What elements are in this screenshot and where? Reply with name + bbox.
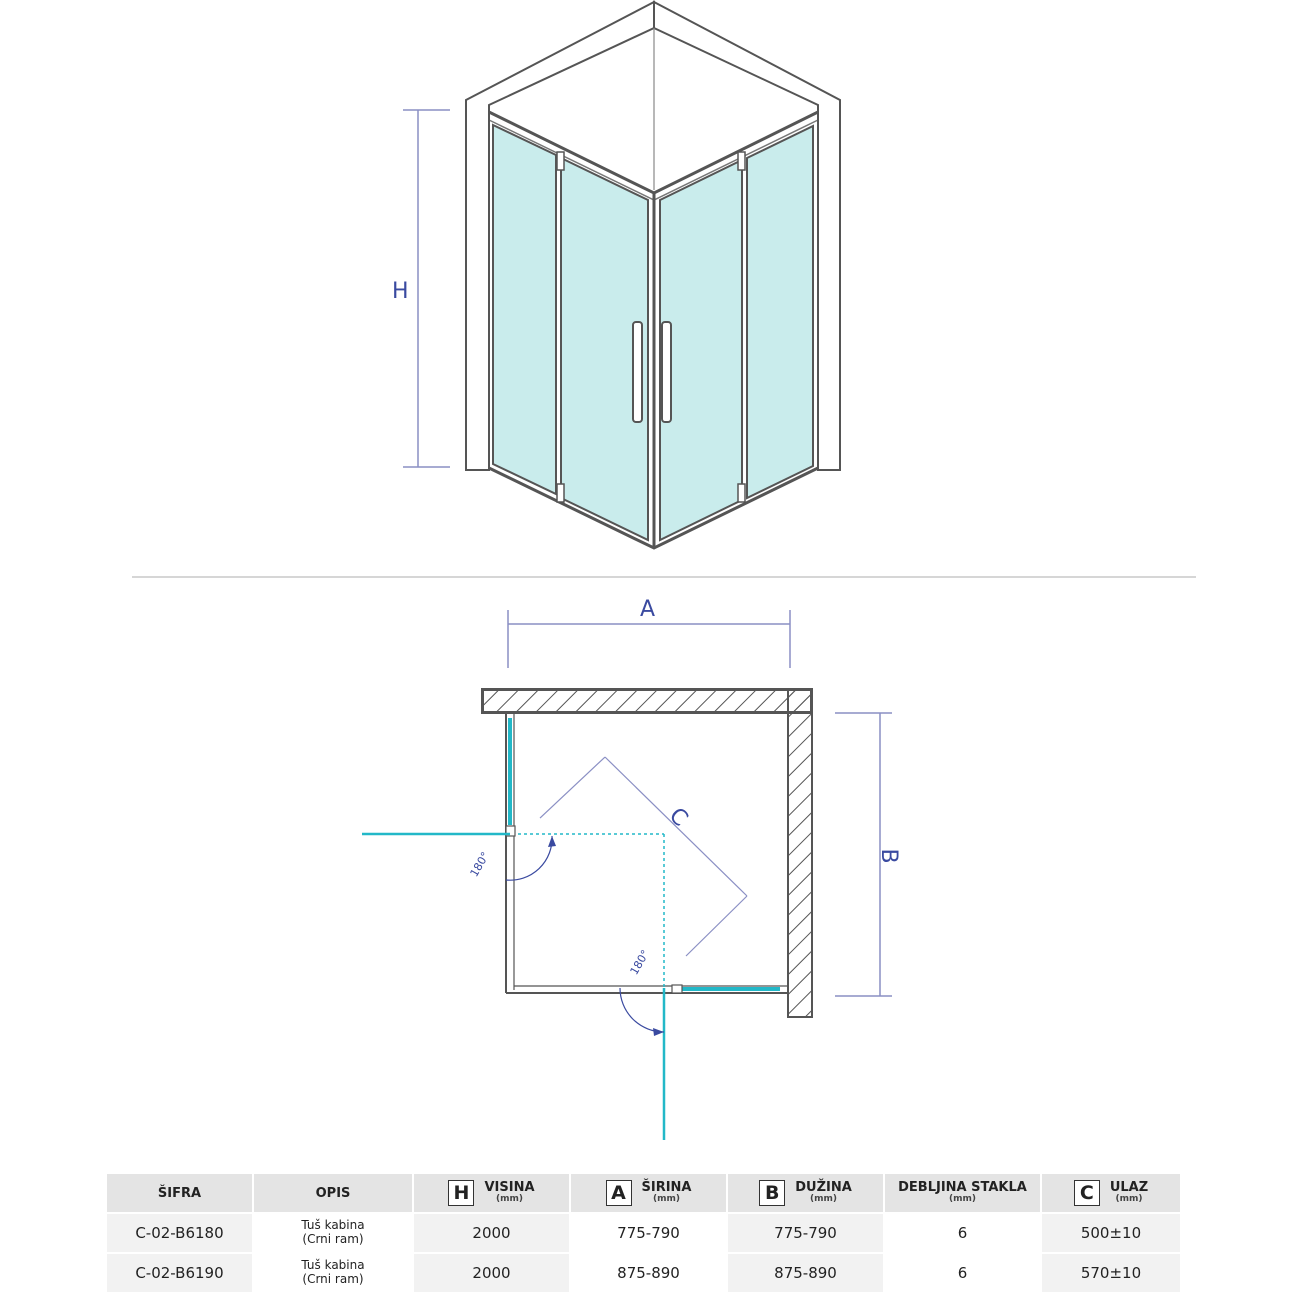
side-wall [788, 689, 812, 1017]
cell-debljina: 6 [885, 1214, 1040, 1252]
header-duzina: B DUŽINA (mm) [728, 1174, 883, 1212]
header-ulaz: C ULAZ (mm) [1042, 1174, 1180, 1212]
c-symbol-icon: C [1074, 1180, 1100, 1206]
back-wall [482, 689, 812, 713]
right-door-handle [662, 322, 671, 422]
isometric-view [466, 2, 840, 548]
cell-opis: Tuš kabina (Crni ram) [254, 1254, 412, 1292]
header-sifra: ŠIFRA [107, 1174, 252, 1212]
label-c: C [663, 803, 693, 832]
table-row [107, 1214, 1180, 1252]
cell-visina: 2000 [414, 1214, 569, 1252]
cell-visina: 2000 [414, 1254, 569, 1292]
header-visina: H VISINA (mm) [414, 1174, 569, 1212]
cell-sifra: C-02-B6180 [107, 1214, 252, 1252]
angle-label-bottom: 180° [627, 947, 653, 978]
label-b: B [876, 848, 901, 864]
header-debljina: DEBLJINA STAKLA (mm) [885, 1174, 1040, 1212]
cell-duzina: 875-890 [728, 1254, 883, 1292]
cell-debljina: 6 [885, 1254, 1040, 1292]
cell-duzina: 775-790 [728, 1214, 883, 1252]
right-sliding-glass [660, 160, 742, 540]
header-sirina: A ŠIRINA (mm) [571, 1174, 726, 1212]
cell-sirina: 875-890 [571, 1254, 726, 1292]
cell-sifra: C-02-B6190 [107, 1254, 252, 1292]
specification-table [105, 1172, 1182, 1294]
cell-ulaz: 500±10 [1042, 1214, 1180, 1252]
plan-view [362, 597, 901, 1140]
h-symbol-icon: H [448, 1180, 474, 1206]
right-fixed-glass [747, 126, 813, 498]
left-fixed-glass [493, 125, 556, 494]
cell-sirina: 775-790 [571, 1214, 726, 1252]
table-header-row [107, 1174, 1180, 1212]
label-a: A [640, 597, 656, 622]
cell-opis: Tuš kabina (Crni ram) [254, 1214, 412, 1252]
cell-ulaz: 570±10 [1042, 1254, 1180, 1292]
header-opis: OPIS [254, 1174, 412, 1212]
b-symbol-icon: B [759, 1180, 785, 1206]
table-row [107, 1254, 1180, 1292]
height-dimension [392, 110, 450, 467]
left-door-handle [633, 322, 642, 422]
label-h: H [392, 279, 409, 304]
angle-label-left: 180° [467, 849, 493, 880]
a-symbol-icon: A [606, 1180, 632, 1206]
